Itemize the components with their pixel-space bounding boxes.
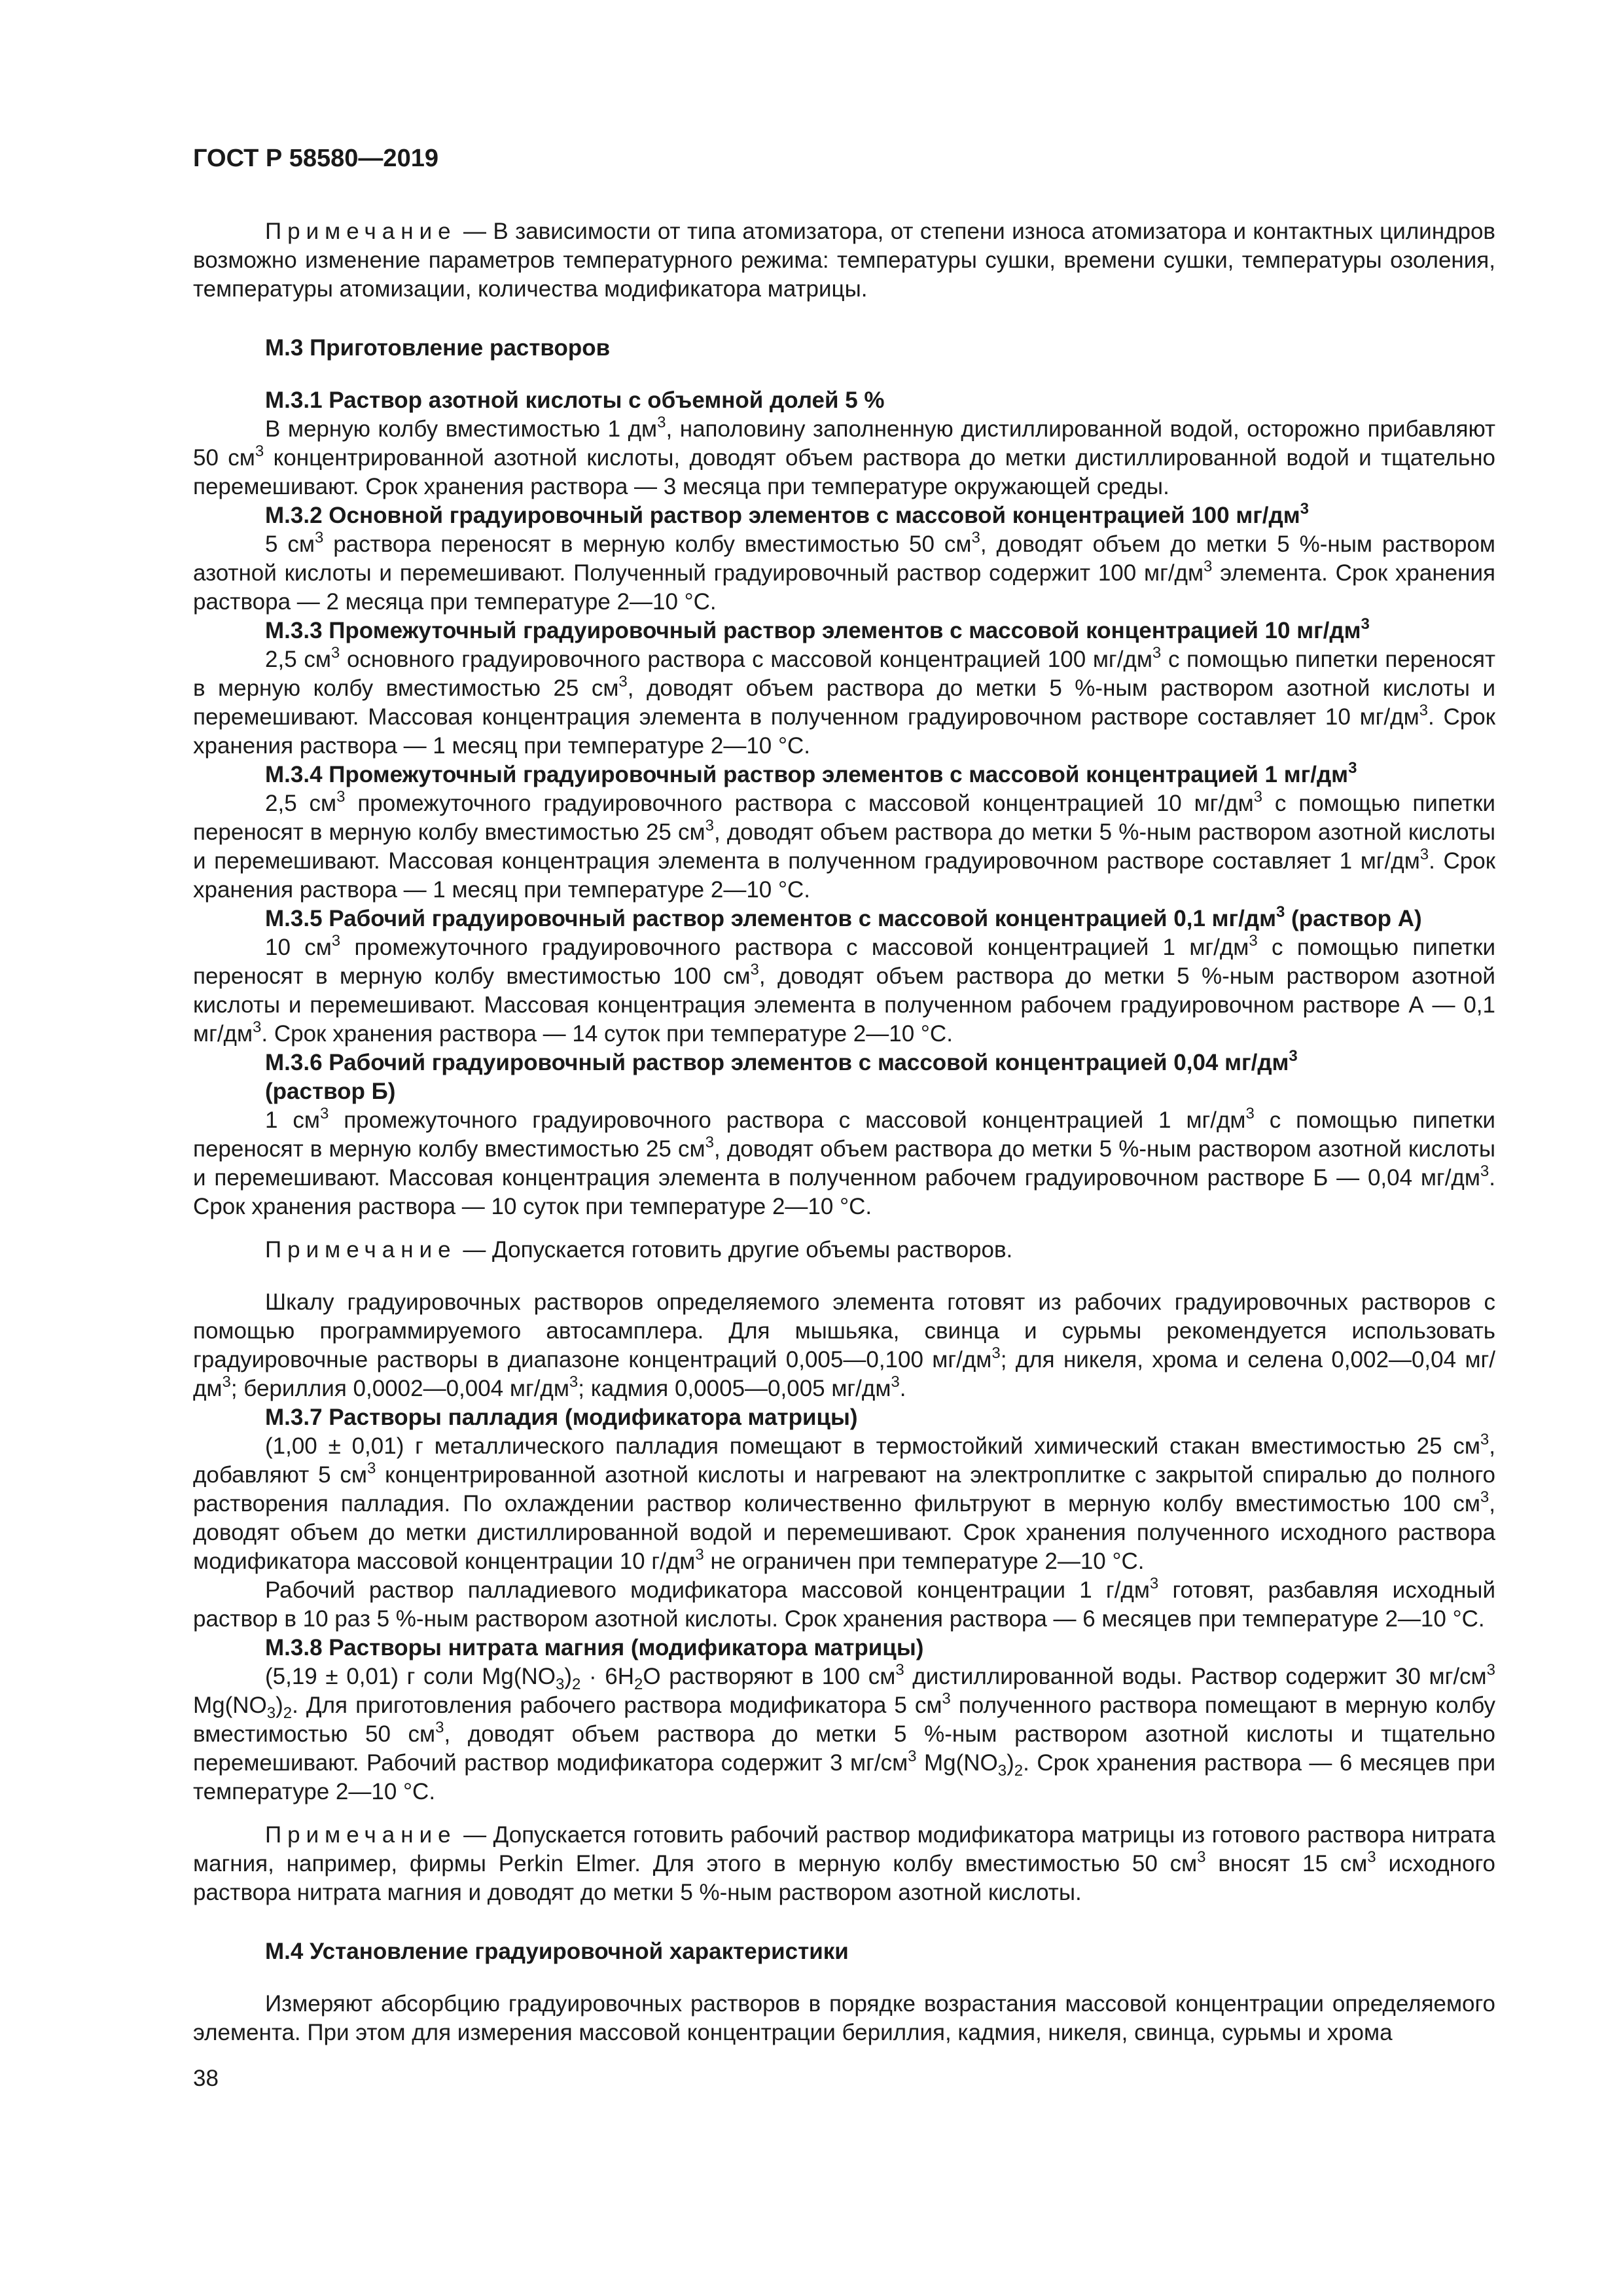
scale-paragraph: Шкалу градуировочных растворов определяемого элемента готовят из рабочих градуировочных растворов с помощью программируемого автосамплера. Для мышьяка, свинца и сурьмы рекомендуется использовать градуировочные растворы в диапазоне концентраций 0,005—0,100 $мг/дм^3$; для никеля, хрома и селена 0,002—0,04 $мг/дм^3$; бериллия 0,0002—0,004 $мг/дм^3$; кадмия 0,0005—0,005 $мг/дм^3$. bbox=[193, 1289, 1495, 1401]
section-m34-body: 2,5 $см^3$ промежуточного градуировочного раствора с массовой концентрацией 10 $мг/дм^3$ с помощью пипетки переносят в мерную колбу вместимостью 25 $см^3$, доводят объем раствора до метки 5 %-ным раствором азотной кислоты и перемешивают. Массовая концентрация элемента в полученном градуировочном растворе составляет 1 $мг/дм^3$. Срок хранения раствора — 1 месяц при температуре 2—10 °С. bbox=[193, 788, 1496, 903]
note-text: — Допускается готовить рабочий раствор модификатора матрицы из готового раствора нитрата магния, например, фирмы Perkin Elmer. Для этого в мерную колбу вместимостью 50 $см^3$ вносят 15 $см^3$ исходного раствора нитрата магния и доводят до метки 5 %-ным раствором азотной кислоты. bbox=[193, 1822, 1495, 1905]
section-m34-title: М.3.4 Промежуточный градуировочный раствор элементов с массовой концентрацией 1 $мг/дм^3$ bbox=[265, 759, 1357, 787]
section-m37-body-2: Рабочий раствор палладиевого модификатора массовой концентрации 1 $г/дм^3$ готовят, разбавляя исходный раствор в 10 раз 5 %-ным раствором азотной кислоты. Срок хранения раствора — 6 месяцев при температуре 2—10 °С. bbox=[193, 1575, 1495, 1632]
section-m35-title: М.3.5 Рабочий градуировочный раствор элементов с массовой концентрацией 0,1 $мг/дм^3$ (раствор А) bbox=[265, 903, 1422, 931]
section-m4-title: М.4 Установление градуировочной характеристики bbox=[265, 1939, 849, 1964]
note-text: — В зависимости от типа атомизатора, от степени износа атомизатора и контактных цилиндров возможно изменение параметров температурного режима: температуры сушки, времени сушки, температуры озоления, температуры атомизации, количества модификатора матрицы. bbox=[193, 219, 1495, 302]
document-header: ГОСТ Р 58580—2019 bbox=[193, 145, 438, 172]
note-label: Примечание bbox=[265, 1237, 457, 1263]
section-m37-body-1: (1,00 ± 0,01) г металлического палладия помещают в термостойкий химический стакан вместимостью 25 $см^3$, добавляют 5 $см^3$ концентрированной азотной кислоты и нагревают на электроплитке с закрытой спиралью до полного растворения палладия. По охлаждении раствор количественно фильтруют в мерную колбу вместимостью 100 $см^3$, доводят объем до метки дистиллированной водой и перемешивают. Срок хранения полученного исходного раствора модификатора массовой концентрации 10 $г/дм^3$ не ограничен при температуре 2—10 °С. bbox=[193, 1431, 1495, 1574]
section-m37-title: М.3.7 Растворы палладия (модификатора матрицы) bbox=[265, 1405, 858, 1430]
section-m4-body: Измеряют абсорбцию градуировочных растворов в порядке возрастания массовой концентрации определяемого элемента. При этом для измерения массовой концентрации бериллия, кадмия, никеля, свинца, сурьмы и хрома bbox=[193, 1991, 1495, 2045]
section-m33-body: 2,5 $см^3$ основного градуировочного раствора с массовой концентрацией 100 $мг/дм^3$ с помощью пипетки переносят в мерную колбу вместимостью 25 $см^3$, доводят объем раствора до метки 5 %-ным раствором азотной кислоты и перемешивают. Массовая концентрация элемента в полученном градуировочном растворе составляет 10 $мг/дм^3$. Срок хранения раствора — 1 месяц при температуре 2—10 °С. bbox=[193, 644, 1496, 759]
note-label: Примечание bbox=[265, 219, 457, 244]
section-m31-title: М.3.1 Раствор азотной кислоты с объемной долей 5 % bbox=[265, 387, 885, 413]
note-3 bbox=[193, 1821, 1495, 1907]
section-m38-title: М.3.8 Растворы нитрата магния (модификатора матрицы) bbox=[265, 1635, 924, 1660]
note-text: — Допускается готовить другие объемы растворов. bbox=[456, 1237, 1013, 1263]
note-label: Примечание bbox=[265, 1822, 457, 1848]
section-m31-body: В мерную колбу вместимостью 1 $дм^3$, наполовину заполненную дистиллированной водой, осторожно прибавляют 50 $см^3$ концентрированной азотной кислоты, доводят объем раствора до метки дистиллированной водой и тщательно перемешивают. Срок хранения раствора — 3 месяца при температуре окружающей среды. bbox=[193, 414, 1495, 499]
section-m38-body: (5,19 ± 0,01) г соли $Mg(NO_3)_2 \cdot 6H_2O$ растворяют в 100 $см^3$ дистиллированной воды. Раствор содержит 30 $мг/см^3$ $Mg(NO_3)_2$. Для приготовления рабочего раствора модификатора 5 $см^3$ полученного раствора помещают в мерную колбу вместимостью 50 $см^3$, доводят объем раствора до метки 5 %-ным раствором азотной кислоты и тщательно перемешивают. Рабочий раствор модификатора содержит 3 $мг/см^3$ $Mg(NO_3)_2$. Срок хранения раствора — 6 месяцев при температуре 2—10 °С. bbox=[193, 1661, 1496, 1804]
section-m3-title: М.3 Приготовление растворов bbox=[265, 335, 611, 361]
page-number: 38 bbox=[193, 2066, 219, 2091]
document-page bbox=[193, 144, 1495, 2093]
section-m35-body: 10 $см^3$ промежуточного градуировочного раствора с массовой концентрацией 1 $мг/дм^3$ с помощью пипетки переносят в мерную колбу вместимостью 100 $см^3$, доводят объем раствора до метки 5 %-ным раствором азотной кислоты и перемешивают. Массовая концентрация элемента в полученном рабочем градуировочном растворе А — 0,1 $мг/дм^3$. Срок хранения раствора — 14 суток при температуре 2—10 °С. bbox=[193, 932, 1495, 1047]
note-1 bbox=[193, 217, 1495, 304]
section-m36-title: М.3.6 Рабочий градуировочный раствор элементов с массовой концентрацией 0,04 $мг/дм^3$ (раствор Б) bbox=[265, 1047, 1298, 1104]
section-m32-body: 5 $см^3$ раствора переносят в мерную колбу вместимостью 50 $см^3$, доводят объем до метки 5 %-ным раствором азотной кислоты и перемешивают. Полученный градуировочный раствор содержит 100 $мг/дм^3$ элемента. Срок хранения раствора — 2 месяца при температуре 2—10 °С. bbox=[193, 529, 1495, 615]
section-m33-title: М.3.3 Промежуточный градуировочный раствор элементов с массовой концентрацией 10 $мг/дм^3$ bbox=[265, 615, 1370, 643]
section-m32-title: М.3.2 Основной градуировочный раствор элементов с массовой концентрацией 100 $мг/дм^3$ bbox=[265, 500, 1309, 528]
section-m36-body: 1 $см^3$ промежуточного градуировочного раствора с массовой концентрацией 1 $мг/дм^3$ с помощью пипетки переносят в мерную колбу вместимостью 25 $см^3$, доводят объем раствора до метки 5 %-ным раствором азотной кислоты и перемешивают. Массовая концентрация элемента в полученном рабочем градуировочном растворе Б — 0,04 $мг/дм^3$. Срок хранения раствора — 10 суток при температуре 2—10 °С. bbox=[193, 1105, 1495, 1219]
note-2 bbox=[193, 1236, 1495, 1265]
